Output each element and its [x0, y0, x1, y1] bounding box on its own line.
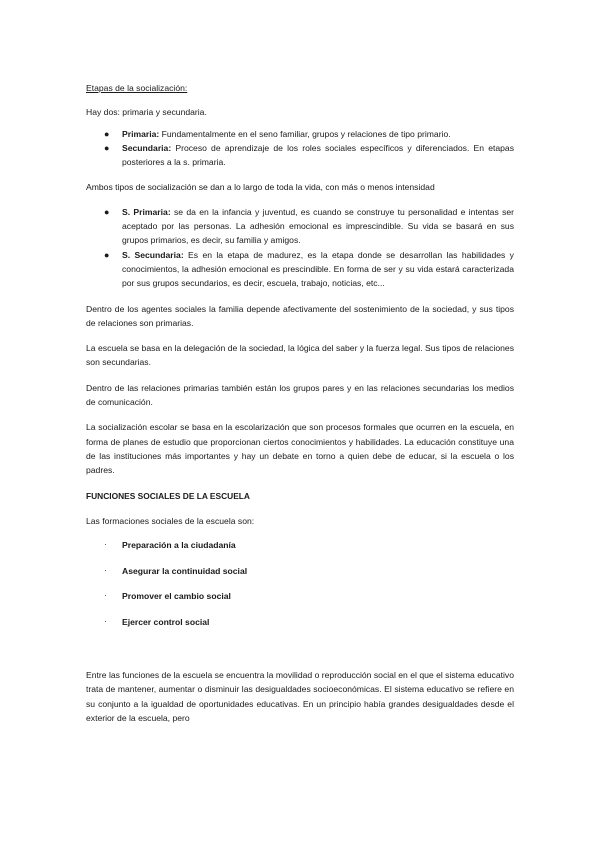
- middot-icon: ·: [104, 615, 107, 626]
- paragraph-family: Dentro de los agentes sociales la familia depende afectivamente del sostenimiento de la sociedad, y sus tipos de relaciones son primarias.: [86, 303, 514, 328]
- both-text: Ambos tipos de socialización se dan a lo largo de toda la vida, con más o menos intensidad: [86, 182, 435, 193]
- list-item: ● Secundaria: Proceso de aprendizaje de los roles sociales específicos y diferenciados. En etapas posteriores a la s. primaria.: [104, 142, 514, 168]
- intro-text: Hay dos: primaria y secundaria.: [86, 107, 207, 118]
- bullet-icon: ●: [104, 206, 110, 217]
- list-item: · Asegurar la continuidad social: [104, 564, 248, 576]
- functions-list: [86, 538, 514, 640]
- bullet-icon: ●: [104, 249, 110, 260]
- stages-list: [86, 205, 514, 291]
- list-item: ● S. Primaria: se da en la infancia y juventud, es cuando se construye tu personalidad e intentas ser aceptado por las personas. La adhesión emocional es imprescindible. Su vida se basará en sus grupos primarios, es decir, su familia y amigos.: [104, 206, 515, 246]
- bullet-icon: ●: [104, 142, 110, 153]
- list-item: · Ejercer control social: [104, 615, 210, 627]
- list-item: ● Primaria: Fundamentalmente en el seno familiar, grupos y relaciones de tipo primario.: [86, 127, 514, 141]
- middot-icon: ·: [104, 564, 107, 575]
- types-list: [86, 127, 514, 170]
- list-item: ● S. Secundaria: Es en la etapa de madurez, es la etapa donde se desarrollan las habilidades y conocimientos, la adhesión emocional es prescindible. En forma de ser y su vida estará caracterizada por sus grupos secundarios, es decir, escuela, trabajo, noticias, etc...: [104, 249, 514, 289]
- paragraph-school-socialization: La socialización escolar se basa en la escolarización que son procesos formales que ocurren en la escuela, en forma de planes de estudio que proporcionan ciertos conocimientos y habilidades. La educación constituye una de las instituciones más importantes y hay un debate en torno a quien debe de educar, si la escuela o los padres.: [86, 422, 514, 476]
- list-item: · Promover el cambio social: [104, 590, 231, 602]
- list-item: · Preparación a la ciudadanía: [104, 539, 236, 551]
- paragraph-mobility: Entre las funciones de la escuela se encuentra la movilidad o reproducción social en el que el sistema educativo trata de mantener, aumentar o disminuir las desigualdades socioeconómicas. El sistema educativo se refiere en su conjunto a la igualdad de oportunidades educativas. En un principio había grandes desigualdades desde el exterior de la escuela, pero: [86, 670, 514, 724]
- middot-icon: ·: [104, 539, 107, 550]
- middot-icon: ·: [104, 590, 107, 601]
- functions-intro: Las formaciones sociales de la escuela son:: [86, 515, 255, 526]
- paragraph-relations: Dentro de las relaciones primarias también están los grupos pares y en las relaciones secundarias los medios de comunicación.: [86, 382, 514, 408]
- section-title: Etapas de la socialización:: [86, 83, 188, 93]
- functions-heading: FUNCIONES SOCIALES DE LA ESCUELA: [86, 490, 250, 501]
- document-page: [86, 81, 514, 725]
- paragraph-school: La escuela se basa en la delegación de la sociedad, la lógica del saber y la fuerza legal. Sus tipos de relaciones son secundarias.: [86, 343, 514, 368]
- bullet-icon: ●: [104, 128, 110, 139]
